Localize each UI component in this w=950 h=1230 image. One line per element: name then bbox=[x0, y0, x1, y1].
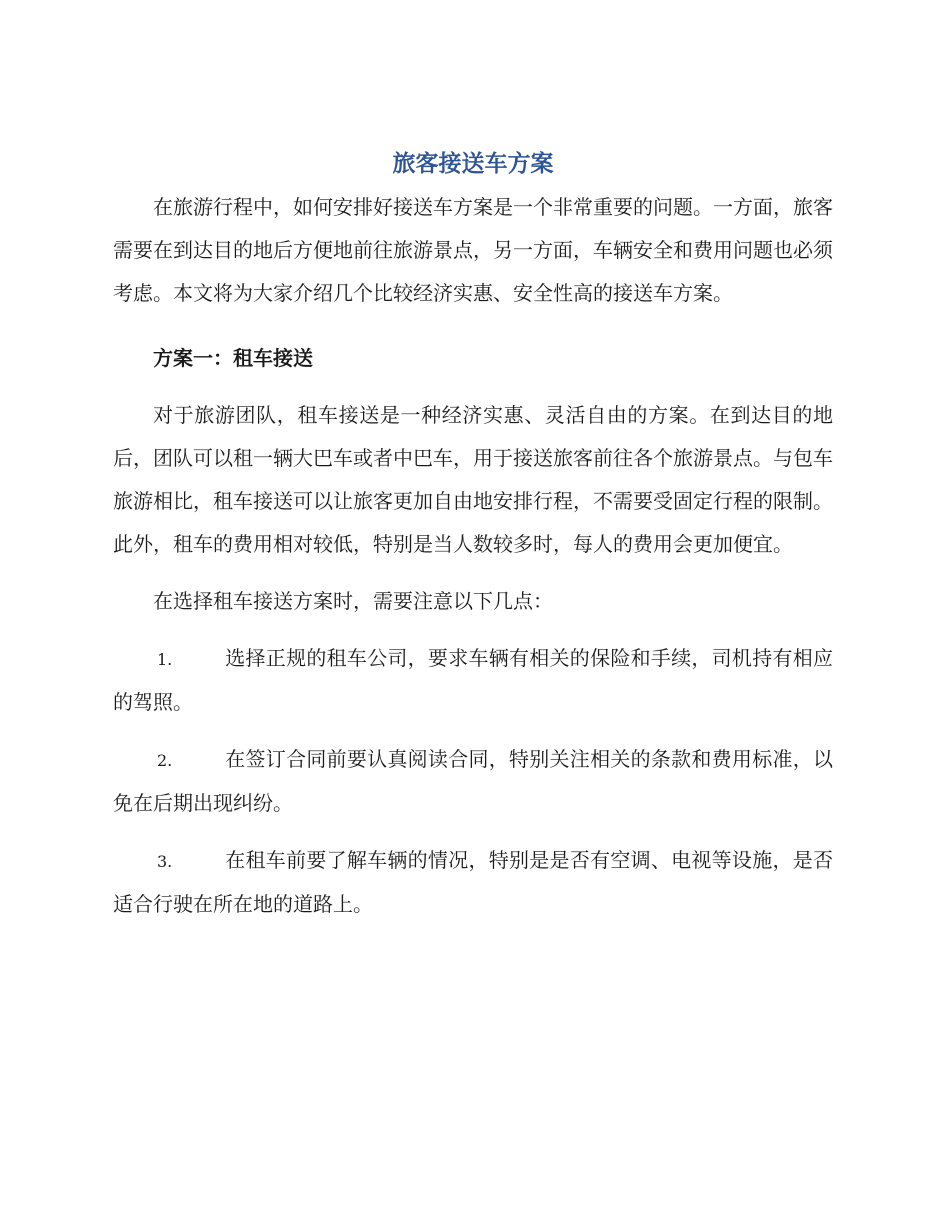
list-item-text: 选择正规的租车公司，要求车辆有相关的保险和手续，司机持有相应的驾照。 bbox=[113, 646, 833, 714]
list-item-number: 3. bbox=[157, 852, 173, 871]
list-item bbox=[113, 839, 833, 926]
numbered-list bbox=[113, 637, 833, 926]
list-item bbox=[113, 738, 833, 825]
list-item-text: 在签订合同前要认真阅读合同，特别关注相关的条款和费用标准，以免在后期出现纠纷。 bbox=[113, 747, 833, 815]
section-paragraph: 对于旅游团队，租车接送是一种经济实惠、灵活自由的方案。在到达目的地后，团队可以租一辆大巴车或者中巴车，用于接送旅客前往各个旅游景点。与包车旅游相比，租车接送可以让旅客更加自由地安排行程，不需要受固定行程的限制。此外，租车的费用相对较低，特别是当人数较多时，每人的费用会更加便宜。 bbox=[113, 403, 833, 556]
list-intro-paragraph: 在选择租车接送方案时，需要注意以下几点： bbox=[153, 589, 553, 613]
list-item-number: 2. bbox=[157, 751, 173, 770]
list-item-text: 在租车前要了解车辆的情况，特别是是否有空调、电视等设施，是否适合行驶在所在地的道路上。 bbox=[113, 848, 833, 916]
list-item-number: 1. bbox=[157, 650, 173, 669]
section-heading: 方案一：租车接送 bbox=[153, 346, 313, 370]
document-title: 旅客接送车方案 bbox=[392, 151, 554, 177]
intro-paragraph: 在旅游行程中，如何安排好接送车方案是一个非常重要的问题。一方面，旅客需要在到达目的地后方便地前往旅游景点，另一方面，车辆安全和费用问题也必须考虑。本文将为大家介绍几个比较经济实惠、安全性高的接送车方案。 bbox=[113, 195, 833, 305]
list-item bbox=[113, 637, 833, 724]
document-page bbox=[113, 142, 833, 926]
